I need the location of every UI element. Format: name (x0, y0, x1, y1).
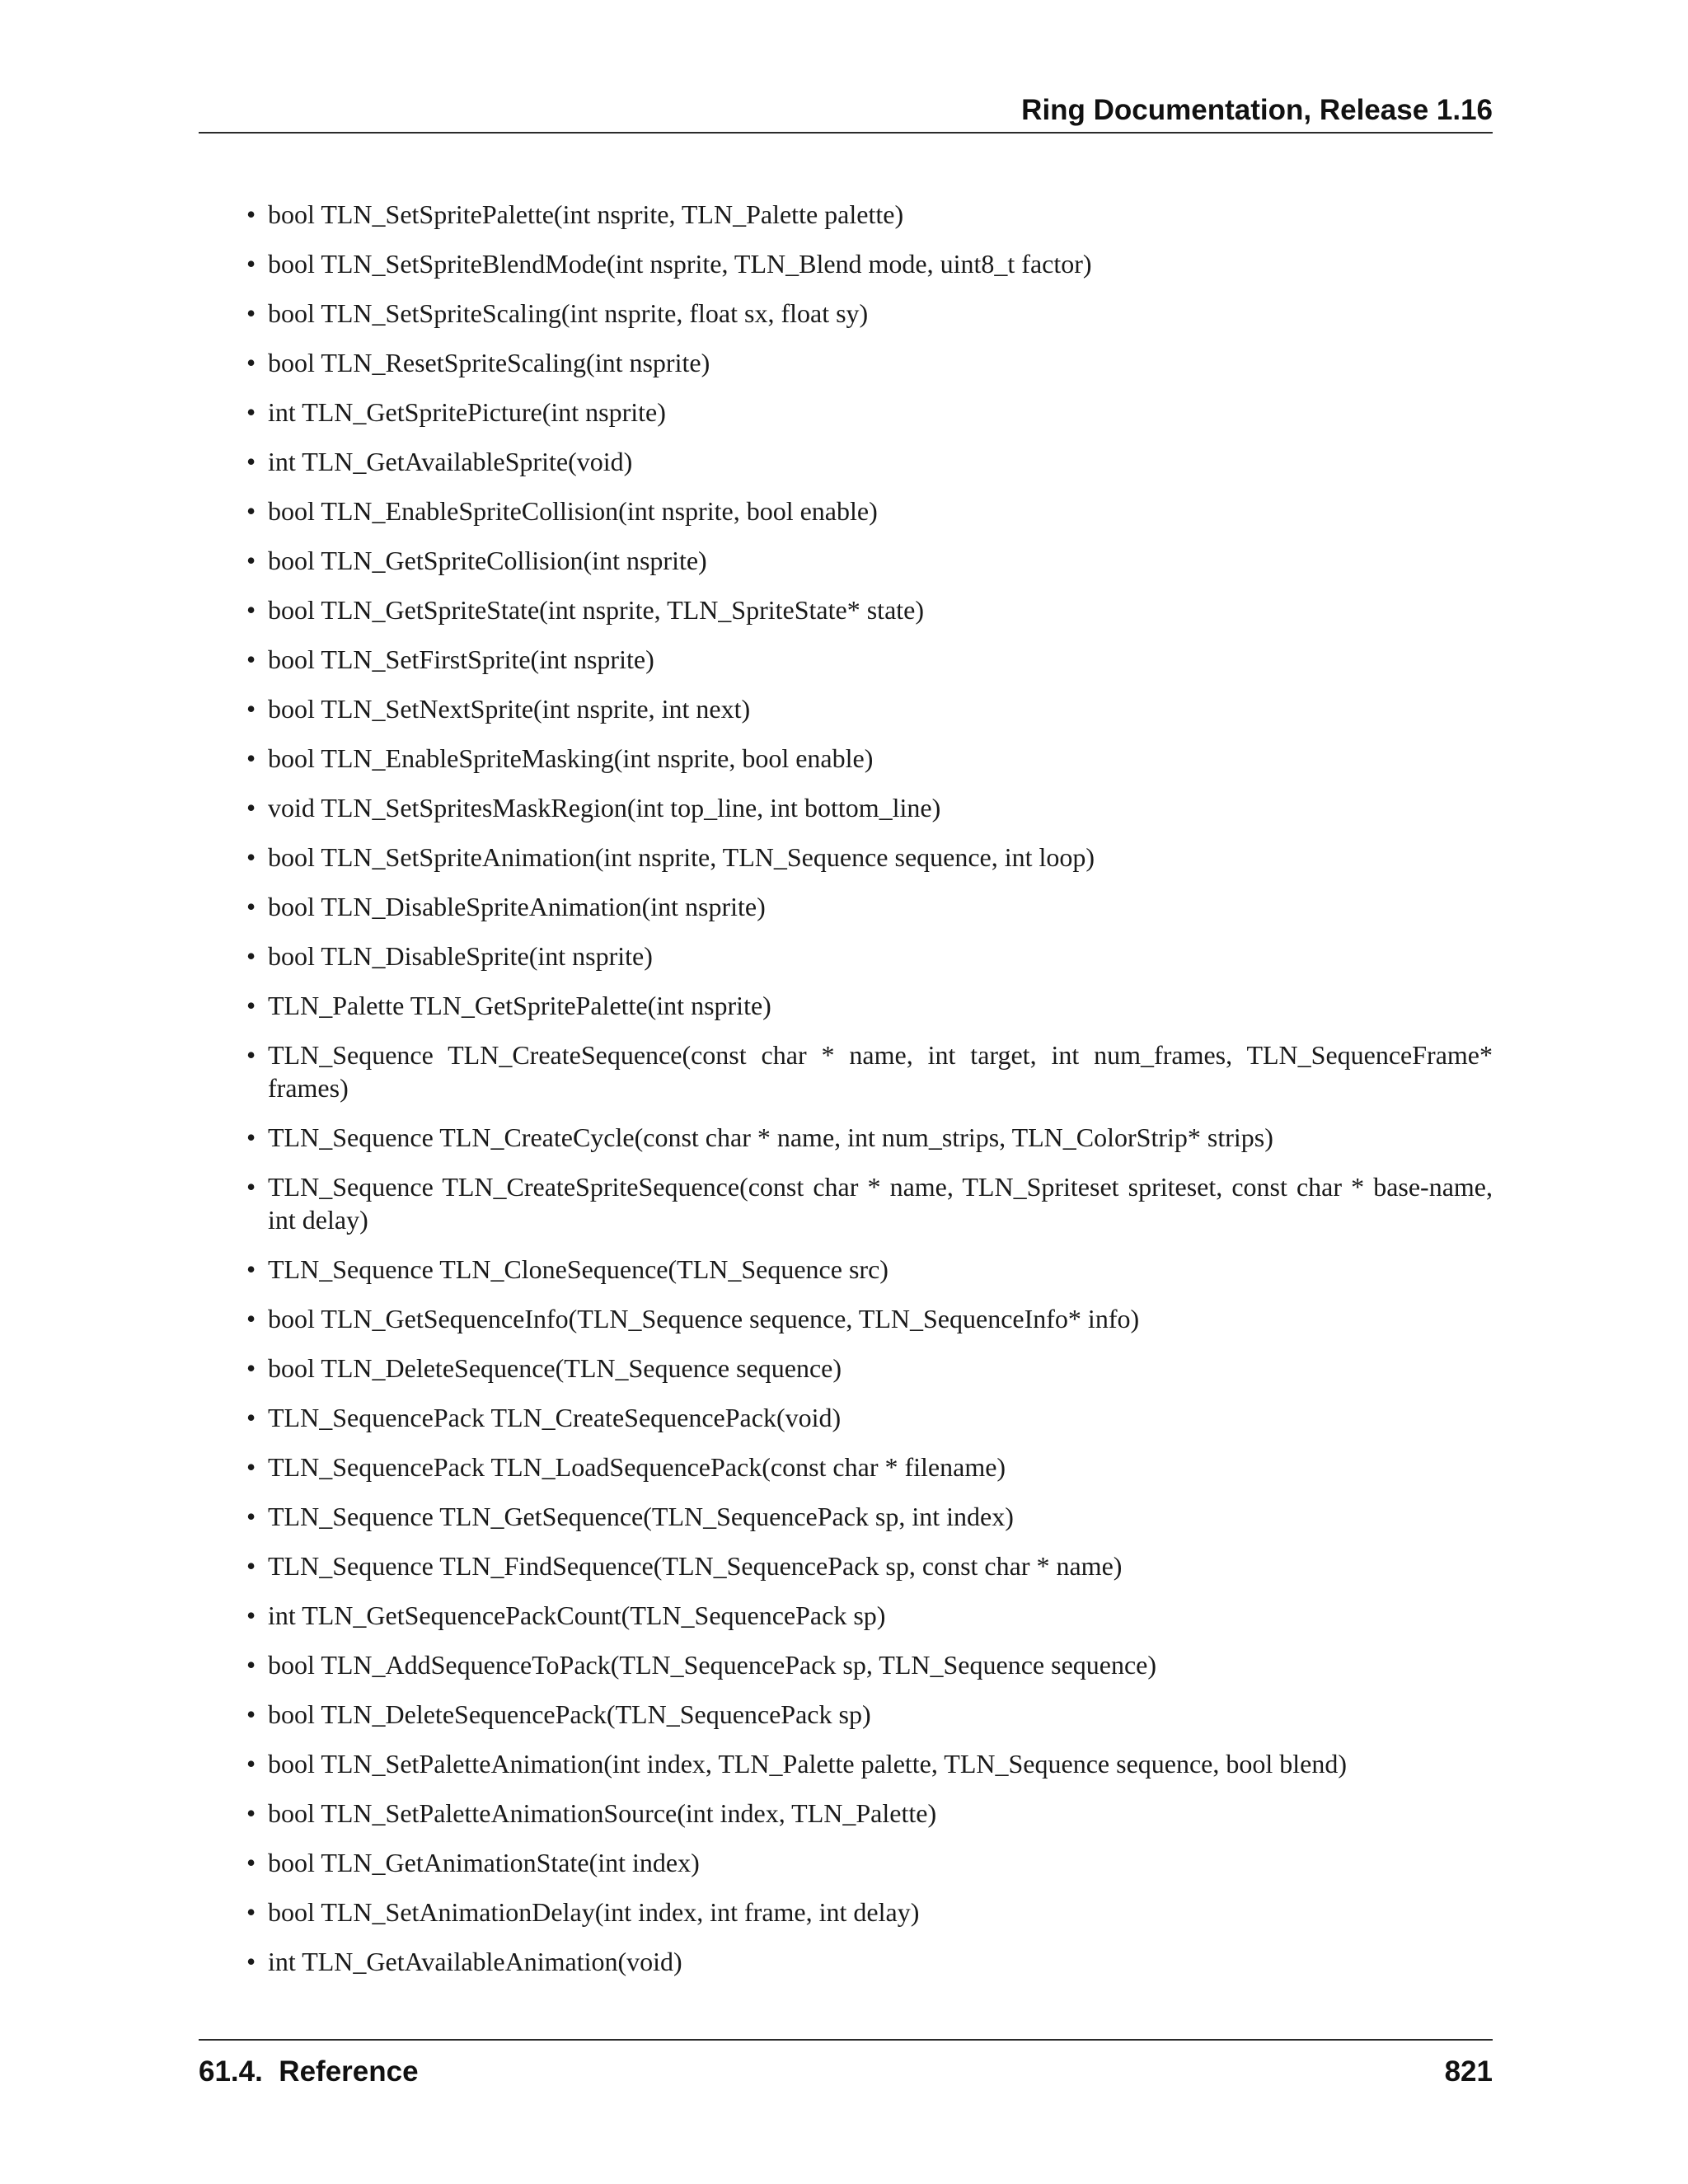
function-signature: bool TLN_SetSpriteBlendMode(int nsprite, TLN_Blend mode, uint8_t factor) (268, 249, 1092, 279)
function-signature: bool TLN_DisableSpriteAnimation(int nsprite) (268, 892, 766, 921)
list-item (199, 1170, 1493, 1236)
list-item (199, 1451, 1493, 1483)
function-signature: bool TLN_SetAnimationDelay(int index, int frame, int delay) (268, 1897, 920, 1927)
function-signature: int TLN_GetAvailableAnimation(void) (268, 1947, 682, 1976)
list-item (199, 742, 1493, 775)
bullet-icon: • (246, 546, 256, 575)
bullet-icon: • (246, 397, 256, 427)
bullet-icon: • (246, 1947, 256, 1976)
page-number: 821 (1444, 2055, 1493, 2088)
function-signature: int TLN_GetAvailableSprite(void) (268, 447, 633, 476)
function-signature: TLN_Sequence TLN_CreateCycle(const char * name, int num_strips, TLN_ColorStrip* strips) (268, 1122, 1273, 1152)
function-signature: bool TLN_EnableSpriteCollision(int nsprite, bool enable) (268, 496, 878, 526)
bullet-icon: • (246, 1254, 256, 1284)
bullet-icon: • (246, 991, 256, 1020)
function-signature: bool TLN_DisableSprite(int nsprite) (268, 941, 653, 971)
list-item (199, 445, 1493, 478)
bullet-icon: • (246, 694, 256, 724)
function-signature: bool TLN_SetSpriteScaling(int nsprite, float sx, float sy) (268, 298, 869, 328)
function-signature: bool TLN_EnableSpriteMasking(int nsprite, bool enable) (268, 743, 874, 773)
function-signature: int TLN_GetSequencePackCount(TLN_SequencePack sp) (268, 1601, 886, 1630)
bullet-icon: • (246, 1502, 256, 1531)
list-item (199, 494, 1493, 527)
bullet-icon: • (246, 1848, 256, 1877)
list-item (199, 989, 1493, 1022)
list-item (199, 1352, 1493, 1385)
document-title: Ring Documentation, Release 1.16 (1021, 94, 1493, 126)
function-signature: bool TLN_SetFirstSprite(int nsprite) (268, 644, 654, 674)
list-item (199, 1038, 1493, 1104)
function-signature: bool TLN_ResetSpriteScaling(int nsprite) (268, 348, 710, 377)
bullet-icon: • (246, 1798, 256, 1828)
bullet-icon: • (246, 1897, 256, 1927)
function-signature: void TLN_SetSpritesMaskRegion(int top_line, int bottom_line) (268, 793, 941, 823)
bullet-icon: • (246, 1304, 256, 1333)
list-item (199, 1302, 1493, 1335)
function-signature: TLN_Sequence TLN_GetSequence(TLN_SequencePack sp, int index) (268, 1502, 1014, 1531)
bullet-icon: • (246, 1452, 256, 1482)
bullet-icon: • (246, 298, 256, 328)
list-item (199, 841, 1493, 874)
list-item (199, 1599, 1493, 1632)
bullet-icon: • (246, 595, 256, 625)
function-signature: bool TLN_GetSpriteCollision(int nsprite) (268, 546, 707, 575)
bullet-icon: • (246, 1403, 256, 1432)
list-item (199, 1253, 1493, 1286)
function-signature: TLN_Sequence TLN_CloneSequence(TLN_Sequence src) (268, 1254, 889, 1284)
list-item (199, 791, 1493, 824)
list-item (199, 890, 1493, 923)
function-signature: bool TLN_SetSpriteAnimation(int nsprite, TLN_Sequence sequence, int loop) (268, 842, 1095, 872)
function-signature: bool TLN_SetSpritePalette(int nsprite, TLN_Palette palette) (268, 199, 904, 229)
list-item (199, 247, 1493, 280)
list-item (199, 1401, 1493, 1434)
list-item (199, 1797, 1493, 1830)
bullet-icon: • (246, 1601, 256, 1630)
list-item (199, 198, 1493, 231)
bullet-icon: • (246, 1650, 256, 1680)
list-item (199, 1698, 1493, 1731)
running-header (199, 92, 1493, 134)
function-signature: bool TLN_SetNextSprite(int nsprite, int next) (268, 694, 751, 724)
function-list (199, 198, 1493, 1994)
list-item (199, 1846, 1493, 1879)
function-signature: TLN_SequencePack TLN_CreateSequencePack(void) (268, 1403, 842, 1432)
bullet-icon: • (246, 1699, 256, 1729)
list-item (199, 1747, 1493, 1780)
function-signature: bool TLN_AddSequenceToPack(TLN_SequencePack sp, TLN_Sequence sequence) (268, 1650, 1157, 1680)
section-label: 61.4. Reference (199, 2055, 419, 2088)
list-item (199, 544, 1493, 577)
bullet-icon: • (246, 1040, 256, 1070)
bullet-icon: • (246, 348, 256, 377)
function-signature: TLN_Sequence TLN_CreateSpriteSequence(const char * name, TLN_Spriteset spriteset, const char * base-name, int delay) (268, 1172, 1493, 1235)
function-signature: bool TLN_GetSpriteState(int nsprite, TLN_SpriteState* state) (268, 595, 925, 625)
bullet-icon: • (246, 1551, 256, 1581)
list-item (199, 346, 1493, 379)
list-item (199, 396, 1493, 429)
function-signature: TLN_Sequence TLN_CreateSequence(const char * name, int target, int num_frames, TLN_SequenceFrame* frames) (268, 1040, 1493, 1103)
list-item (199, 1945, 1493, 1978)
function-signature: bool TLN_SetPaletteAnimation(int index, TLN_Palette palette, TLN_Sequence sequence, bool blend) (268, 1749, 1348, 1779)
bullet-icon: • (246, 447, 256, 476)
bullet-icon: • (246, 1353, 256, 1383)
function-signature: bool TLN_SetPaletteAnimationSource(int index, TLN_Palette) (268, 1798, 937, 1828)
list-item (199, 1500, 1493, 1533)
bullet-icon: • (246, 793, 256, 823)
function-signature: bool TLN_DeleteSequence(TLN_Sequence sequence) (268, 1353, 842, 1383)
function-signature: int TLN_GetSpritePicture(int nsprite) (268, 397, 666, 427)
list-item (199, 297, 1493, 330)
function-signature: bool TLN_GetSequenceInfo(TLN_Sequence sequence, TLN_SequenceInfo* info) (268, 1304, 1140, 1333)
bullet-icon: • (246, 743, 256, 773)
function-signature: bool TLN_DeleteSequencePack(TLN_SequencePack sp) (268, 1699, 871, 1729)
bullet-icon: • (246, 496, 256, 526)
bullet-icon: • (246, 1172, 256, 1202)
list-item (199, 1896, 1493, 1929)
bullet-icon: • (246, 1122, 256, 1152)
function-signature: TLN_SequencePack TLN_LoadSequencePack(const char * filename) (268, 1452, 1006, 1482)
bullet-icon: • (246, 892, 256, 921)
list-item (199, 1121, 1493, 1154)
list-item (199, 692, 1493, 725)
bullet-icon: • (246, 941, 256, 971)
function-signature: TLN_Sequence TLN_FindSequence(TLN_SequencePack sp, const char * name) (268, 1551, 1123, 1581)
bullet-icon: • (246, 842, 256, 872)
list-item (199, 643, 1493, 676)
bullet-icon: • (246, 199, 256, 229)
function-signature: TLN_Palette TLN_GetSpritePalette(int nsprite) (268, 991, 771, 1020)
running-footer (199, 2039, 1493, 2090)
bullet-icon: • (246, 644, 256, 674)
function-signature: bool TLN_GetAnimationState(int index) (268, 1848, 700, 1877)
list-item (199, 940, 1493, 972)
list-item (199, 593, 1493, 626)
bullet-icon: • (246, 249, 256, 279)
list-item (199, 1648, 1493, 1681)
bullet-icon: • (246, 1749, 256, 1779)
list-item (199, 1549, 1493, 1582)
